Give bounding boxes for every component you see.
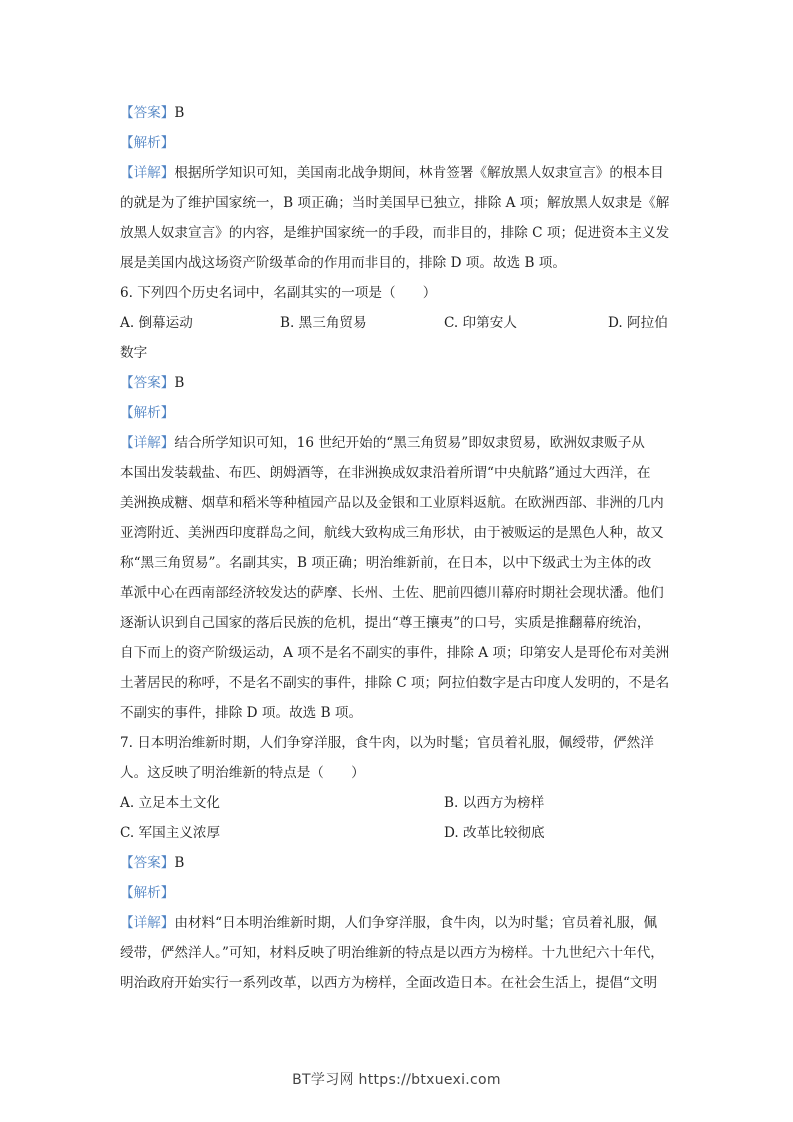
- answer-value: B: [174, 375, 185, 391]
- q7-detail-line-1: 【详解】由材料“日本明治维新时期，人们争穿洋服，食牛肉，以为时髦；官员着礼服，佩: [120, 915, 658, 931]
- q7-option-b: B. 以西方为榜样: [444, 795, 545, 811]
- q7-detail-line-2: 绶带，俨然洋人。”可知，材料反映了明治维新的特点是以西方为榜样。十九世纪六十年代，: [120, 945, 664, 961]
- analysis-tag: 【解析】: [120, 405, 175, 421]
- q5-detail-line-3: 放黑人奴隶宣言》的内容，是维护国家统一的手段，而非目的，排除 C 项；促进资本主义发: [120, 225, 670, 241]
- site-footer-watermark: BT学习网 https://btxuexi.com: [292, 1072, 501, 1088]
- q6-detail-line-5: 称“黑三角贸易”。名副其实，B 项正确；明治维新前，在日本，以中下级武士为主体的改: [120, 555, 652, 571]
- answer-value: B: [174, 855, 185, 871]
- q6-option-b: B. 黑三角贸易: [280, 315, 367, 331]
- q6-option-a: A. 倒幕运动: [120, 315, 193, 331]
- q6-option-d-wrap: 数字: [120, 345, 148, 361]
- q6-analysis-tag: [120, 398, 680, 428]
- q6-detail-line-9: 土著居民的称呼，不是名不副实的事件，排除 C 项；阿拉伯数字是古印度人发明的，不是名: [120, 675, 670, 691]
- q5-detail-line-4: 展是美国内战这场资产阶级革命的作用而非目的，排除 D 项。故选 B 项。: [120, 255, 566, 271]
- answer-tag: 【答案】: [120, 375, 175, 391]
- analysis-tag: 【解析】: [120, 885, 175, 901]
- q7-option-c: C. 军国主义浓厚: [120, 825, 221, 841]
- q7-stem-line-2: 人。这反映了明治维新的特点是（ ）: [120, 765, 365, 781]
- answer-value: B: [174, 105, 185, 121]
- q6-detail-line-6: 革派中心在西南部经济较发达的萨摩、长州、土佐、肥前四德川幕府时期社会现状潘。他们: [120, 585, 664, 601]
- q7-detail-line-3: 明治政府开始实行一系列改革，以西方为榜样，全面改造日本。在社会生活上，提倡“文明: [120, 975, 658, 991]
- q6-detail-line-8: 自下而上的资产阶级运动，A 项不是名不副实的事件，排除 A 项；印第安人是哥伦布对美洲: [120, 645, 670, 661]
- q7-option-a: A. 立足本土文化: [120, 795, 221, 811]
- q5-detail-line-2: 的就是为了维护国家统一，B 项正确；当时美国早已独立，排除 A 项；解放黑人奴隶是《解: [120, 195, 670, 211]
- detail-tag: 【详解】: [120, 435, 175, 451]
- detail-tag: 【详解】: [120, 915, 175, 931]
- q7-options-row-2: [120, 818, 680, 848]
- q6-option-d: D. 阿拉伯: [608, 315, 668, 331]
- q6-detail-line-4: 亚湾附近、美洲西印度群岛之间，航线大致构成三角形状，由于被贩运的是黑色人种，故又: [120, 525, 664, 541]
- q6-stem: 6. 下列四个历史名词中，名副其实的一项是（ ）: [120, 285, 437, 301]
- q6-detail-line-3: 美洲换成糖、烟草和稻米等种植园产品以及金银和工业原料返航。在欧洲西部、非洲的几内: [120, 495, 664, 511]
- q5-analysis-tag: [120, 128, 680, 158]
- page-content: [120, 98, 680, 998]
- q7-options-row-1: [120, 788, 680, 818]
- q6-options: [120, 308, 680, 338]
- q6-detail-line-7: 逐渐认识到自己国家的落后民族的危机，提出“尊王攘夷”的口号，实质是推翻幕府统治，: [120, 615, 651, 631]
- q6-detail-line-1: 【详解】结合所学知识可知，16 世纪开始的“黑三角贸易”即奴隶贸易，欧洲奴隶贩子从: [120, 435, 645, 451]
- q5-answer: [120, 98, 680, 128]
- answer-tag: 【答案】: [120, 855, 175, 871]
- q6-option-c: C. 印第安人: [444, 315, 517, 331]
- q7-option-d: D. 改革比较彻底: [444, 825, 545, 841]
- detail-tag: 【详解】: [120, 165, 175, 181]
- q6-detail-line-10: 不副实的事件，排除 D 项。故选 B 项。: [120, 705, 363, 721]
- q6-detail-line-2: 本国出发装载盐、布匹、朗姆酒等，在非洲换成奴隶沿着所谓“中央航路”通过大西洋，在: [120, 465, 651, 481]
- answer-tag: 【答案】: [120, 105, 175, 121]
- q7-analysis-tag: [120, 878, 680, 908]
- q6-answer: [120, 368, 680, 398]
- q5-detail-line-1: 【详解】根据所学知识可知，美国南北战争期间，林肯签署《解放黑人奴隶宣言》的根本目: [120, 165, 664, 181]
- q7-answer: [120, 848, 680, 878]
- q7-stem-line-1: 7. 日本明治维新时期，人们争穿洋服，食牛肉，以为时髦；官员着礼服，佩绶带，俨然洋: [120, 735, 654, 751]
- analysis-tag: 【解析】: [120, 135, 175, 151]
